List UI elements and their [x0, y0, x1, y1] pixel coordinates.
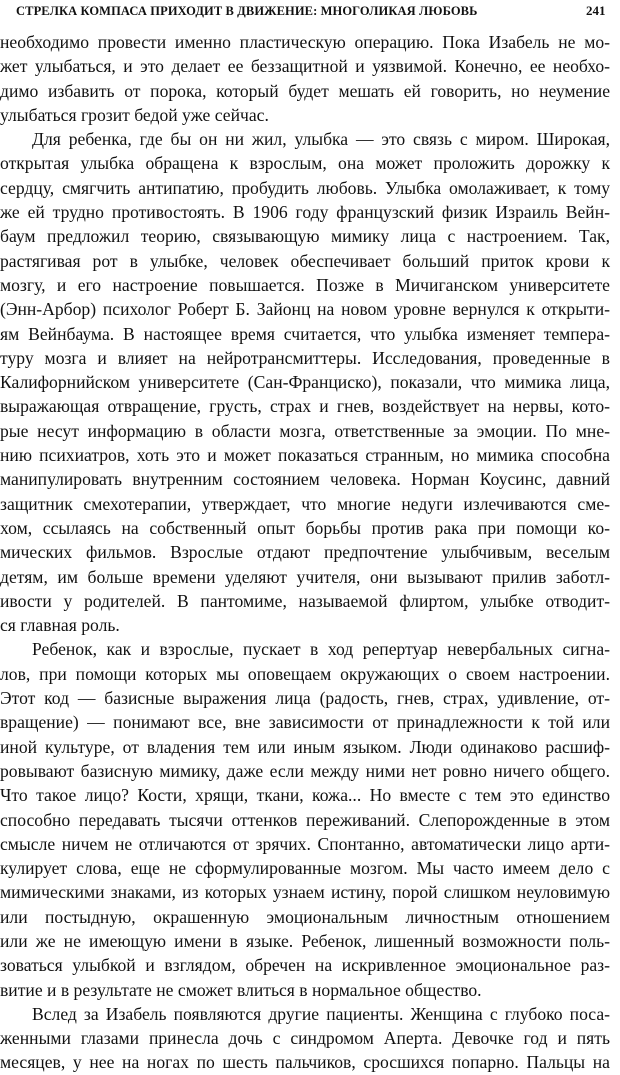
- text-line: ям Вейнбаума. В настоящее время считается, что улыбка изменяет темпера-: [0, 323, 610, 344]
- text-line: хом, ссылаясь на собственный опыт борьбы против рака при помощи ко-: [0, 517, 610, 538]
- text-line: нию психиатров, хоть это и может показаться странным, но мимика способна: [0, 445, 610, 466]
- text-line: выражающая отвращение, грусть, страх и гнев, воздействует на нервы, кото-: [0, 396, 610, 417]
- text-line: баум предложил теорию, связывающую мимику лица с настроением. Так,: [0, 226, 610, 247]
- text-line: улыбаться грозит бедой уже сейчас.: [0, 104, 269, 125]
- text-line: иной культуре, от владения тем или иным языком. Люди одинаково расшиф-: [0, 736, 610, 757]
- text-line: растягивая рот в улыбке, человек обеспечивает больший приток крови к: [0, 250, 610, 271]
- text-line: же ей трудно противостоять. В 1906 году французский физик Израиль Вейн-: [0, 202, 610, 223]
- text-line: лов, при помощи которых мы оповещаем окружающих о своем настроении.: [0, 663, 610, 684]
- text-line: Для ребенка, где бы он ни жил, улыбка — это связь с миром. Широкая,: [32, 129, 610, 150]
- text-line: зоваться улыбкой и взглядом, обречен на искривленное эмоциональное раз-: [0, 955, 610, 976]
- text-line: сердцу, смягчить антипатию, пробудить любовь. Улыбка омолаживает, к тому: [0, 177, 610, 198]
- text-line: защитник смехотерапии, утверждает, что многие недуги излечиваются сме-: [0, 493, 610, 514]
- text-line: открытая улыбка обращена к взрослым, она может проложить дорожку к: [0, 153, 610, 174]
- text-line: рые несут информацию в области мозга, ответственные за эмоции. По мне-: [0, 420, 610, 441]
- text-line: мимическими знаками, из которых узнаем истину, порой слишком неуловимую: [0, 882, 610, 903]
- text-line: смысле ничем не отличаются от зрячих. Спонтанно, автоматически лицо арти-: [0, 833, 610, 854]
- text-line: или постыдную, окрашенную эмоциональным личностным отношением: [0, 906, 610, 927]
- text-line: ивости у родителей. В пантомиме, называемой флиртом, улыбке отводит-: [0, 590, 610, 611]
- text-line: способно передавать тысячи оттенков переживаний. Слепорожденные в этом: [0, 809, 610, 830]
- text-line: Калифорнийском университете (Сан-Франциско), показали, что мимика лица,: [0, 372, 610, 393]
- text-line: ся главная роль.: [0, 615, 120, 636]
- text-line: кулирует слова, еще не сформулированные мозгом. Мы часто имеем дело с: [0, 858, 610, 879]
- running-header: СТРЕЛКА КОМПАСА ПРИХОДИТ В ДВИЖЕНИЕ: МНОГОЛИКАЯ ЛЮБОВЬ: [16, 4, 478, 18]
- body-text: [0, 30, 620, 1075]
- text-line: необходимо провести именно пластическую операцию. Пока Изабель не мо-: [0, 32, 610, 52]
- text-line: Этот код — базисные выражения лица (радость, гнев, страх, удивление, от-: [0, 688, 610, 709]
- text-line: мозгу, и его настроение повышается. Позже в Мичиганском университете: [0, 274, 610, 295]
- text-line: витие и в результате не сможет влиться в нормальное общество.: [0, 979, 482, 1000]
- text-line: ровывают базисную мимику, даже если между ними нет ровно ничего общего.: [0, 760, 610, 781]
- text-line: манипулировать внутренним состоянием человека. Норман Коусинс, давний: [0, 469, 610, 490]
- text-line: женными глазами принесла дочь с синдромом Аперта. Девочке год и пять: [0, 1028, 610, 1049]
- text-line: жет улыбаться, и это делает ее беззащитной и уязвимой. Конечно, ее необхо-: [0, 56, 610, 77]
- text-line: месяцев, у нее на ногах по шесть пальчиков, сросшихся попарно. Пальцы на: [0, 1052, 610, 1073]
- text-line: детям, им больше времени уделяют учителя, они вызывают прилив заботл-: [0, 566, 610, 587]
- text-line: или же не имеющую имени в языке. Ребенок, лишенный возможности поль-: [0, 930, 610, 951]
- text-line: Вслед за Изабель появляются другие пациенты. Женщина с глубоко поса-: [32, 1003, 610, 1024]
- text-line: (Энн-Арбор) психолог Роберт Б. Зайонц на новом уровне вернулся к открыти-: [0, 299, 610, 320]
- text-line: Что такое лицо? Кости, хрящи, ткани, кожа... Но вместе с тем это единство: [0, 785, 610, 806]
- text-line: димо избавить от порока, который будет мешать ей говорить, но неумение: [0, 80, 610, 101]
- text-line: туру мозга и влияет на нейротрансмиттеры. Исследования, проведенные в: [0, 347, 610, 368]
- text-line: вращение) — понимают все, вне зависимости от принадлежности к той или: [0, 712, 610, 733]
- text-line: Ребенок, как и взрослые, пускает в ход репертуар невербальных сигна-: [32, 639, 610, 660]
- page-number: 241: [586, 3, 606, 18]
- text-line: мических фильмов. Взрослые отдают предпочтение улыбчивым, веселым: [0, 542, 610, 563]
